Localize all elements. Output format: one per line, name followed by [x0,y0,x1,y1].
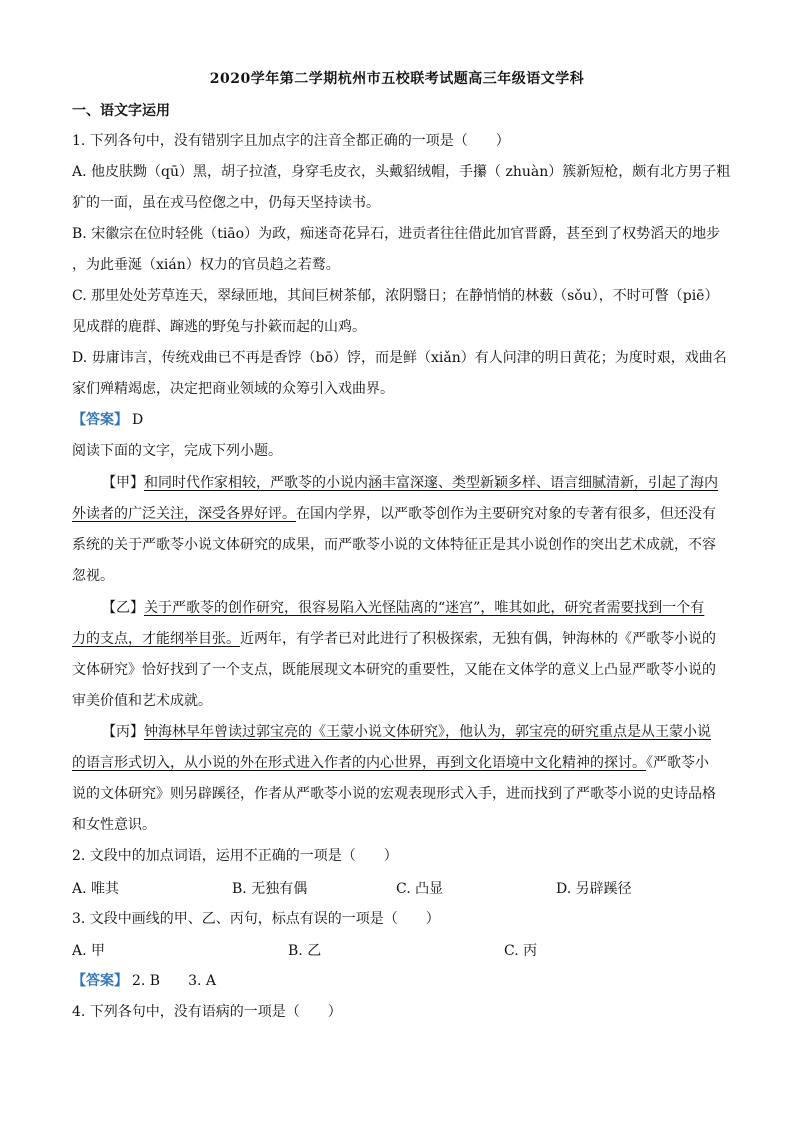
bing-underlined-2: 的语言形式切入，从小说的外在形式进入作者的内心世界，再到文化语境中文化精神的探讨。 [72,755,646,771]
jia-underlined-1: 和同时代作家相较，严歌苓的小说内涵丰富深邃、类型新颖多样、语言细腻清新，引起了海内 [144,475,718,491]
passage-bing-line2 [72,753,709,773]
q3-option-b: B. 乙 [288,943,322,959]
answer-value: 2. B 3. A [132,973,217,989]
passage-jia-line4: 忽视。 [72,568,114,584]
passage-bing-line3: 说的文体研究》则另辟蹊径，作者从严歌苓小说的宏观表现形式入手，进而找到了严歌苓小说的史诗品格 [72,786,716,802]
passage-yi-line2 [72,629,716,649]
answer-label: 【答案】 [72,973,128,989]
q1-option-a-line1: A. 他皮肤黝（qū）黑，胡子拉渣，身穿毛皮衣，头戴貂绒帽，手攥（ zhuàn）簇新短枪，颇有北方男子粗 [72,164,731,180]
question-4-stem: 4. 下列各句中，没有语病的一项是（ ） [72,1004,342,1020]
page-title: 2020学年第二学期杭州市五校联考试题高三年级语文学科 [209,71,585,87]
yi-tag: 【乙】 [102,600,144,616]
q1-answer [72,410,143,430]
jia-tag: 【甲】 [102,475,144,491]
q2-option-a: A. 唯其 [72,881,120,897]
passage-yi-line4: 审美价值和艺术成就。 [72,693,212,709]
passage-intro: 阅读下面的文字，完成下列小题。 [72,443,282,459]
passage-bing-line1 [102,722,711,742]
q1-option-d-line2: 家们殚精竭虑，决定把商业领域的众筹引入戏曲界。 [72,381,394,397]
q3-option-c: C. 丙 [504,943,538,959]
yi-underlined-2: 力的支点，才能纲举目张。 [72,631,240,647]
answer-label: 【答案】 [72,412,128,428]
yi-underlined-1: 关于严歌苓的创作研究，很容易陷入光怪陆离的“迷宫”，唯其如此，研究者需要找到一个有 [144,600,705,616]
q1-option-b-line1: B. 宋徽宗在位时轻佻（tiāo）为政，痴迷奇花异石，进贡者往往借此加官晋爵，甚至到了权势滔天的地步 [72,226,721,242]
q2-option-d: D. 另辟蹊径 [556,881,632,897]
question-1-stem: 1. 下列各句中，没有错别字且加点字的注音全都正确的一项是（ ） [72,133,510,149]
bing-rest-2: 《严歌苓小 [646,755,709,771]
passage-jia-line2 [72,504,716,524]
passage-yi-line1 [102,598,704,618]
question-2-stem: 2. 文段中的加点词语，运用不正确的一项是（ ） [72,848,398,864]
passage-yi-line3: 文体研究》恰好找到了一个支点，既能展现文本研究的重要性，又能在文体学的意义上凸显严歌苓小说的 [72,662,716,678]
jia-rest-2: 在国内学界，以严歌苓创作为主要研究对象的专著有很多，但还没有 [296,506,716,522]
q2-q3-answer [72,971,216,991]
jia-underlined-2: 外读者的广泛关注，深受各界好评。 [72,506,296,522]
passage-jia-line3: 系统的关于严歌苓小说文体研究的成果，而严歌苓小说的文体特征正是其小说创作的突出艺术成就，不容 [72,537,716,553]
q2-option-b: B. 无独有偶 [232,881,308,897]
passage-jia-line1 [102,473,718,493]
q1-option-b-line2: ，为此垂涎（xián）权力的官员趋之若鹜。 [72,257,340,273]
passage-bing-line4: 和女性意识。 [72,817,156,833]
q1-option-c-line1: C. 那里处处芳草连天，翠绿匝地，其间巨树茶郁，浓阴翳日；在静悄悄的林薮（sǒu），不时可瞥（piē） [72,288,719,304]
yi-rest-2: 近两年，有学者已对此进行了积极探索，无独有偶，钟海林的《严歌苓小说的 [240,631,716,647]
q1-option-c-line2: 见成群的鹿群、蹿逃的野兔与扑簌而起的山鸡。 [72,319,366,335]
question-3-stem: 3. 文段中画线的甲、乙、丙句，标点有误的一项是（ ） [72,911,440,927]
bing-underlined-1: 钟海林早年曾读过郭宝亮的《王蒙小说文体研究》，他认为，郭宝亮的研究重点是从王蒙小说 [144,724,711,740]
answer-value: D [132,412,144,428]
bing-tag: 【丙】 [102,724,144,740]
q1-option-d-line1: D. 毋庸讳言，传统戏曲已不再是香饽（bō）饽，而是鲜（xiǎn）有人问津的明日黄花；为度时艰，戏曲名 [72,350,727,366]
q2-option-c: C. 凸显 [396,881,444,897]
q1-option-a-line2: 犷的一面，虽在戎马倥偬之中，仍每天坚持读书。 [72,195,380,211]
q3-option-a: A. 甲 [72,943,106,959]
section-heading: 一、语文字运用 [72,103,170,119]
